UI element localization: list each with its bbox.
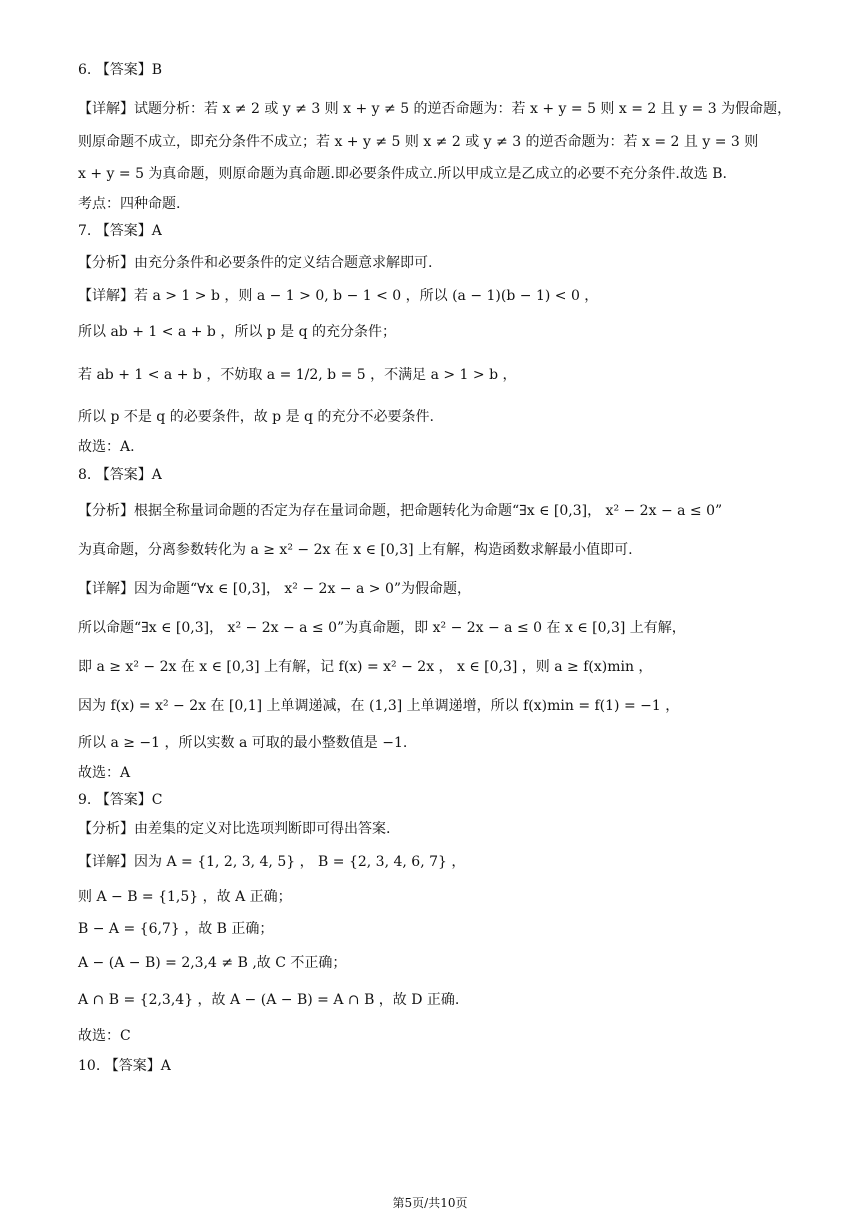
answer-8-detail-line-2: 所以命题“∃x ∈ [0,3]， x² − 2x − a ≤ 0”为真命题，即 x² − 2x − a ≤ 0 在 x ∈ [0,3] 上有解， xyxy=(78,620,686,636)
answer-9-detail-line-3: B − A = {6,7} ，故 B 正确； xyxy=(78,921,274,937)
answer-9-detail-line-2: 则 A − B = {1,5} ，故 A 正确； xyxy=(78,889,292,905)
answer-7-analysis: 【分析】由充分条件和必要条件的定义结合题意求解即可. xyxy=(78,255,433,271)
answer-8-detail-line-1: 【详解】因为命题“∀x ∈ [0,3]， x² − 2x − a > 0”为假命题， xyxy=(78,581,472,597)
answer-6-detail-line-2: 则原命题不成立，即充分条件不成立；若 x + y ≠ 5 则 x ≠ 2 或 y ≠ 3 的逆否命题为：若 x = 2 且 y = 3 则 xyxy=(78,134,759,150)
answer-9-choice: 故选：C xyxy=(78,1028,131,1044)
answer-8-analysis-line-2: 为真命题，分离参数转化为 a ≥ x² − 2x 在 x ∈ [0,3] 上有解，构造函数求解最小值即可. xyxy=(78,542,633,558)
answer-7-detail-line-2: 所以 ab + 1 < a + b ，所以 p 是 q 的充分条件； xyxy=(78,324,397,340)
answer-8-heading: 8. 【答案】A xyxy=(78,467,162,483)
answer-6-detail-line-3: x + y = 5 为真命题，则原命题为真命题.即必要条件成立.所以甲成立是乙成立的必要不充分条件.故选 B. xyxy=(78,166,727,182)
answer-6-detail-line-1: 【详解】试题分析：若 x ≠ 2 或 y ≠ 3 则 x + y ≠ 5 的逆否命题为：若 x + y = 5 则 x = 2 且 y = 3 为假命题， xyxy=(78,101,792,117)
answer-7-choice: 故选：A. xyxy=(78,439,135,455)
answer-9-detail-line-1: 【详解】因为 A = {1, 2, 3, 4, 5} ， B = {2, 3, 4, 6, 7} ， xyxy=(78,854,466,870)
answer-6-heading: 6. 【答案】B xyxy=(78,62,163,78)
answer-9-detail-line-4: A − (A − B) = 2,3,4 ≠ B ,故 C 不正确； xyxy=(78,955,347,971)
answer-8-analysis-line-1: 【分析】根据全称量词命题的否定为存在量词命题，把命题转化为命题“∃x ∈ [0,3]， x² − 2x − a ≤ 0” xyxy=(78,503,723,519)
answer-10-heading: 10. 【答案】A xyxy=(78,1058,171,1074)
answer-7-detail-line-1: 【详解】若 a > 1 > b ，则 a − 1 > 0, b − 1 < 0 ，所以 (a − 1)(b − 1) < 0 ， xyxy=(78,288,599,304)
answer-9-detail-line-5: A ∩ B = {2,3,4} ，故 A − (A − B) = A ∩ B ，故 D 正确. xyxy=(78,992,460,1008)
answer-9-heading: 9. 【答案】C xyxy=(78,792,163,808)
answer-8-detail-line-4: 因为 f(x) = x² − 2x 在 [0,1] 上单调递减，在 (1,3] 上单调递增，所以 f(x)min = f(1) = −1 ， xyxy=(78,698,680,714)
answer-8-choice: 故选：A xyxy=(78,765,131,781)
answer-7-detail-line-3: 若 ab + 1 < a + b ，不妨取 a = 1/2, b = 5 ，不满足 a > 1 > b ， xyxy=(78,367,517,383)
answer-7-heading: 7. 【答案】A xyxy=(78,223,162,239)
answer-9-analysis: 【分析】由差集的定义对比选项判断即可得出答案. xyxy=(78,821,391,837)
page-number-footer: 第5页/共10页 xyxy=(392,1196,468,1210)
answer-8-detail-line-5: 所以 a ≥ −1 ，所以实数 a 可取的最小整数值是 −1. xyxy=(78,735,408,751)
answer-7-detail-line-4: 所以 p 不是 q 的必要条件，故 p 是 q 的充分不必要条件. xyxy=(78,409,434,425)
answer-6-knowledge-point: 考点：四种命题. xyxy=(78,196,181,212)
answer-8-detail-line-3: 即 a ≥ x² − 2x 在 x ∈ [0,3] 上有解，记 f(x) = x² − 2x ， x ∈ [0,3] ，则 a ≥ f(x)min ， xyxy=(78,659,653,675)
